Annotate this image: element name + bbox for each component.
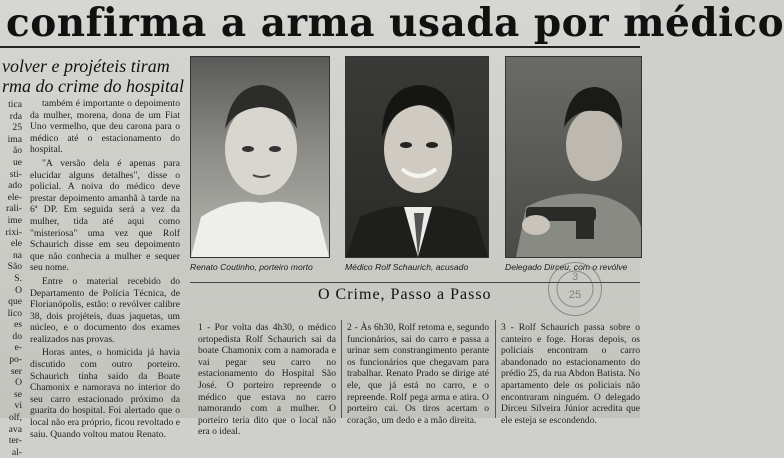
left-fragment: na bbox=[12, 249, 22, 261]
left-fragment: ado bbox=[8, 180, 22, 192]
left-fragment: ter- bbox=[8, 435, 22, 447]
article-body-column bbox=[30, 98, 180, 442]
stamp-day: 25 bbox=[568, 289, 582, 301]
step-2: 2 - Às 6h30, Rolf retoma e, segundo funcionários, sai do carro e passa a urinar sem constrangimento perante os funcionários que chegavam para trabalhar. Renato Prado se dirige até ele, que já está no carro, e o repreende. Rolf pega arma e atira. O porteiro cai. Os tiros acertam o coração, um dedo e a mão direita. bbox=[347, 322, 489, 426]
postal-stamp bbox=[548, 262, 602, 316]
left-fragment: es bbox=[14, 319, 22, 331]
left-fragment: olf, bbox=[8, 412, 22, 424]
left-fragment: se bbox=[14, 388, 22, 400]
left-fragment: São bbox=[7, 261, 22, 273]
left-fragment: lico bbox=[7, 307, 22, 319]
section-title-text: O Crime, Passo a Passo bbox=[318, 286, 492, 303]
column-divider bbox=[495, 320, 496, 418]
left-fragment: sti- bbox=[9, 168, 22, 180]
left-fragment: ue bbox=[12, 156, 22, 168]
photo-delegate bbox=[505, 56, 642, 258]
left-fragment: rixi- bbox=[5, 226, 22, 238]
left-fragment: ele- bbox=[7, 191, 22, 203]
left-fragment: 25 bbox=[12, 122, 22, 134]
portrait-delegate bbox=[506, 57, 641, 257]
body-paragraph: também é importante o depoimento da mulher, morena, dona de um Fiat Uno vermelho, que deu carona para o médico até o estacionamento do hospital. bbox=[30, 98, 180, 156]
left-fragment: O bbox=[15, 377, 22, 389]
left-fragment: ele bbox=[10, 238, 22, 250]
left-fragment: ão bbox=[12, 145, 22, 157]
section-title bbox=[318, 286, 492, 304]
body-paragraph: Entre o material recebido do Departamento de Polícia Técnica, de Florianópolis, estão: o revólver calibre 38, dois projéteis, duas jaquetas, um núcleo, e o documento dos exames realizados nas provas. bbox=[30, 275, 180, 345]
portrait-accused bbox=[346, 57, 488, 257]
subhead-line-1: volver e projéteis tiram bbox=[2, 56, 170, 76]
portrait-victim bbox=[191, 57, 329, 257]
caption-accused: Médico Rolf Schaurich, acusado bbox=[345, 262, 469, 272]
body-paragraph: Horas antes, o homicida já havia discutido com outro porteiro. Schaurich tinha saído da Boate Chamonix e namorava no interior do seu carro estacionado próximo da guarita do hospital. Foi alertado que o local não era próprio, ficou revoltado e saiu. Quando voltou matou Renato. bbox=[30, 347, 180, 440]
left-fragment: po- bbox=[9, 354, 22, 366]
left-fragment: al- bbox=[11, 446, 22, 458]
left-column-fragments bbox=[0, 99, 22, 458]
left-fragment: rda bbox=[9, 110, 22, 122]
left-fragment: ava bbox=[8, 423, 22, 435]
left-fragment: ime bbox=[7, 214, 22, 226]
body-paragraph: "A versão dela é apenas para elucidar alguns detalhes", disse o policial. A noiva do médico deve prestar depoimento amanhã à tarde na 6ª DP. Em seguida será a vez da mulher, tida até aqui como "misteriosa" uma vez que Rolf Schaurich disse em seu depoimento que não conhecia a mulher e sequer seu nome. bbox=[30, 157, 180, 274]
stamp-number: 3 bbox=[571, 271, 579, 283]
column-divider bbox=[341, 320, 342, 418]
photo-accused bbox=[345, 56, 489, 258]
left-fragment: S. bbox=[14, 272, 22, 284]
left-fragment: e- bbox=[14, 342, 22, 354]
left-fragment: que bbox=[8, 296, 22, 308]
left-fragment: ser bbox=[10, 365, 22, 377]
caption-delegate: Delegado Dirceu, com o revólve bbox=[505, 262, 628, 272]
left-fragment: do bbox=[12, 330, 22, 342]
headline: confirma a arma usada por médico bbox=[6, 0, 784, 46]
left-fragment: tica bbox=[8, 99, 22, 110]
subhead-line-2: rma do crime do hospital bbox=[2, 76, 184, 96]
caption-victim: Renato Coutinho, porteiro morto bbox=[190, 262, 313, 272]
photo-victim bbox=[190, 56, 330, 258]
left-fragment: rali- bbox=[6, 203, 22, 215]
left-fragment: ima bbox=[7, 133, 22, 145]
left-fragment: O bbox=[15, 284, 22, 296]
headline-rule bbox=[0, 46, 640, 48]
left-fragment: vi bbox=[14, 400, 22, 412]
step-3: 3 - Rolf Schaurich passa sobre o canteiro e foge. Horas depois, os policiais encontram o carro abandonado no estacionamento do prédio 25, da rua Abdon Batista. No apartamento dele os policiais não encontraram ninguém. O delegado Dirceu Silveira Júnior acredita que ele esteja se escondendo. bbox=[501, 322, 640, 426]
step-1: 1 - Por volta das 4h30, o médico ortopedista Rolf Schaurich sai da boate Chamonix com a namorada e vai pegar seu carro no estacionamento do Hospital São José. O porteiro repreende o médico que estava no carro namorando com a mulher. O porteiro teria dito que o local não era o ideal. bbox=[198, 322, 336, 438]
